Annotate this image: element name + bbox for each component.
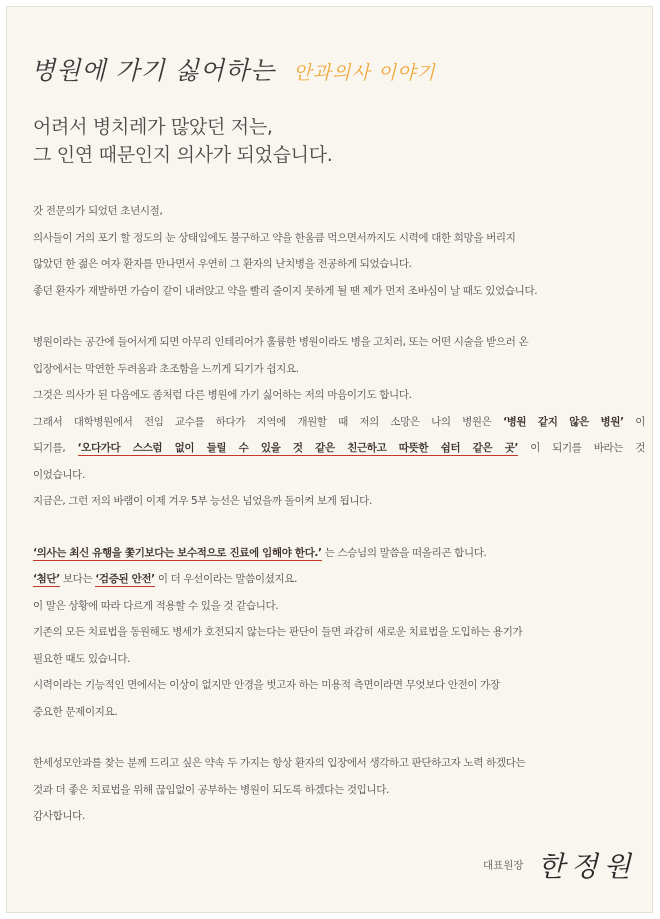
body-line: 않았던 한 젊은 여자 환자를 만나면서 우연히 그 환자의 난치병을 전공하게 되었습니다. bbox=[33, 258, 412, 270]
body-line bbox=[33, 540, 645, 567]
letter-body bbox=[33, 198, 645, 830]
body-line: 것과 더 좋은 치료법을 위해 끊임없이 공부하는 병원이 되도록 하겠다는 것입니다. bbox=[33, 783, 390, 796]
body-text: 이 되기를 바라는 것 bbox=[530, 442, 645, 454]
underlined-phrase: ‘검증된 안전’ bbox=[95, 573, 155, 585]
page-title bbox=[31, 51, 436, 87]
body-line: 지금은, 그런 저의 바램이 이제 겨우 5부 능선은 넘었을까 돌이켜 보게 됩니다. bbox=[33, 495, 372, 507]
signature-name: 한정원 bbox=[537, 850, 637, 883]
signature-role: 대표원장 bbox=[483, 859, 524, 872]
underlined-phrase: ‘오다가다 스스럼 없이 들릴 수 있을 것 같은 친근하고 따뜻한 쉼터 같은 곳’ bbox=[77, 442, 519, 454]
body-line bbox=[33, 435, 645, 462]
body-line: 기존의 모든 치료법을 동원해도 병세가 호전되지 않는다는 판단이 들면 과감히 새로운 치료법을 도입하는 용기가 bbox=[33, 626, 523, 638]
body-line: 병원이라는 공간에 들어서게 되면 아무리 인테리어가 훌륭한 병원이라도 병을 고치러, 또는 어떤 시술을 받으러 온 bbox=[33, 336, 529, 348]
body-line bbox=[33, 566, 645, 593]
title-main: 병원에 가기 싫어하는 bbox=[31, 56, 276, 85]
body-text: 이 더 우선이라는 말씀이셨지요. bbox=[157, 573, 298, 585]
underlined-quote: ‘의사는 최신 유행을 쫓기보다는 보수적으로 진료에 임해야 한다.’ bbox=[33, 546, 322, 559]
highlight-phrase: ‘병원 같지 않은 병원’ bbox=[502, 415, 624, 428]
body-line: 한세성모안과를 찾는 분께 드리고 싶은 약속 두 가지는 항상 환자의 입장에서 생각하고 판단하고자 노력 하겠다는 bbox=[33, 757, 526, 769]
title-accent: 안과의사 이야기 bbox=[293, 62, 436, 84]
body-line: 이 말은 상황에 따라 다르게 적용할 수 있을 것 같습니다. bbox=[33, 599, 279, 612]
body-line: 필요한 때도 있습니다. bbox=[33, 652, 131, 665]
body-text: 그래서 대학병원에서 전임 교수를 하다가 지역에 개원할 때 저의 소망은 나의 병원은 bbox=[33, 415, 492, 428]
headline bbox=[33, 113, 333, 169]
body-line: 그것은 의사가 된 다음에도 좀처럼 다른 병원에 가기 싫어하는 저의 마음이기도 합니다. bbox=[33, 389, 412, 401]
body-text: 보다는 bbox=[62, 573, 93, 585]
body-line: 감사합니다. bbox=[33, 810, 85, 822]
body-line: 갓 전문의가 되었던 초년시절, bbox=[33, 205, 163, 217]
body-line: 이었습니다. bbox=[33, 468, 85, 481]
body-line: 시력이라는 기능적인 면에서는 이상이 없지만 안경을 벗고자 하는 미용적 측면이라면 무엇보다 안전이 가장 bbox=[33, 679, 500, 691]
body-text: 이 bbox=[635, 415, 645, 428]
letter-page bbox=[6, 6, 653, 913]
body-line: 중요한 문제이지요. bbox=[33, 705, 118, 718]
body-text: 되기를, bbox=[33, 442, 66, 454]
body-line: 입장에서는 막연한 두려움과 초조함을 느끼게 되기가 쉽지요. bbox=[33, 362, 299, 375]
body-line bbox=[33, 409, 645, 436]
signature bbox=[483, 845, 637, 885]
headline-line-2: 그 인연 때문인지 의사가 되었습니다. bbox=[33, 144, 333, 166]
body-line: 의사들이 거의 포기 할 정도의 눈 상태임에도 불구하고 약을 한움큼 먹으면서까지도 시력에 대한 희망을 버리지 bbox=[33, 231, 516, 244]
underlined-phrase: ‘첨단’ bbox=[33, 573, 60, 585]
body-text: 는 스승님의 말씀을 떠올리곤 합니다. bbox=[324, 546, 487, 559]
body-line: 좋던 환자가 재발하면 가슴이 같이 내려앉고 약을 빨리 줄이지 못하게 될 땐 제가 먼저 조바심이 날 때도 있었습니다. bbox=[33, 284, 538, 297]
headline-line-1: 어려서 병치레가 많았던 저는, bbox=[33, 116, 273, 138]
